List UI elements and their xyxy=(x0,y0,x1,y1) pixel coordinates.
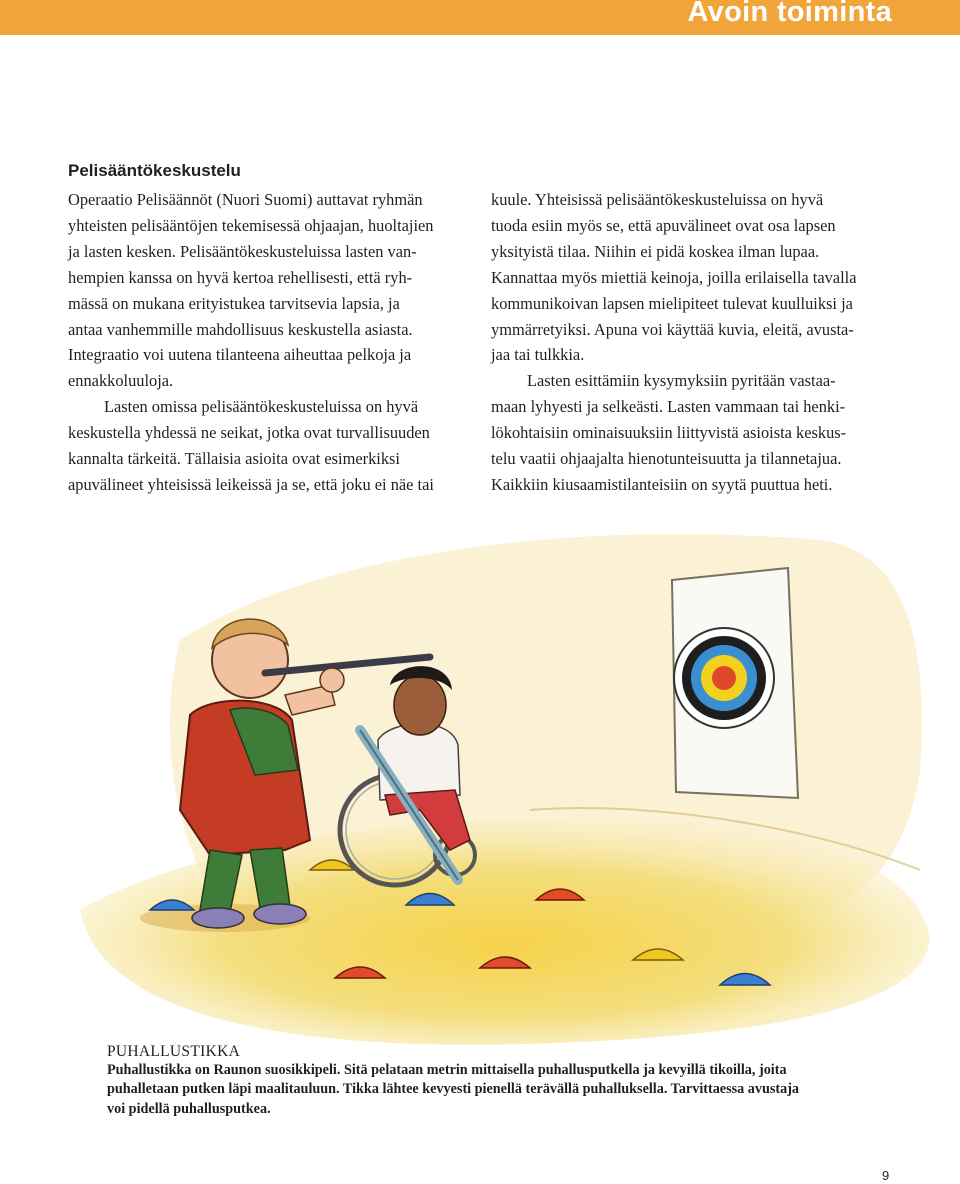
text-line: kommunikoivan lapsen mielipiteet tulevat kuulluiksi ja xyxy=(491,293,853,313)
text-line: ja lasten kesken. Pelisääntökeskusteluissa lasten van- xyxy=(68,241,417,261)
caption-line: voi pidellä puhallusputkea. xyxy=(107,1100,271,1117)
text-line: Operaatio Pelisäännöt (Nuori Suomi) auttavat ryhmän xyxy=(68,190,423,209)
text-line: hempien kanssa on hyvä kertoa rehellisesti, että ryh- xyxy=(68,267,413,287)
caption-body xyxy=(107,1061,867,1119)
text-line: ymmärretyiksi. Apuna voi käyttää kuvia, eleitä, avusta- xyxy=(491,319,854,339)
text-line: mässä on mukana erityistukea tarvitsevia lapsia, ja xyxy=(68,293,400,313)
caption-line: puhalletaan putken läpi maalitauluun. Tikka lähtee kevyesti pienellä terävällä puhalluksella. Tarvittaessa avustaja xyxy=(107,1081,800,1098)
text-line: keskustella yhdessä ne seikat, jotka ovat turvallisuuden xyxy=(68,423,430,443)
text-line: ennakkoluuloja. xyxy=(68,371,174,391)
text-line: jaa tai tulkkia. xyxy=(491,345,585,365)
text-line: telu vaatii ohjaajalta hienotunteisuutta ja tilannetajua. xyxy=(491,449,842,469)
blowgun-illustration xyxy=(60,510,940,1050)
left-column xyxy=(68,187,468,498)
text-line: Integraatio voi uutena tilanteena aiheuttaa pelkoja ja xyxy=(68,345,412,365)
text-line: Lasten omissa pelisääntökeskusteluissa on hyvä xyxy=(104,397,419,417)
left-paragraph-1 xyxy=(68,187,468,394)
page-number: 9 xyxy=(882,1168,890,1183)
text-line: yksityistä tilaa. Niihin ei pidä koskea ilman lupaa. xyxy=(491,241,820,261)
header-title: Avoin toiminta xyxy=(687,0,892,28)
target-board xyxy=(672,568,798,798)
text-line: kuule. Yhteisissä pelisääntökeskusteluissa on hyvä xyxy=(491,190,824,209)
text-line: Kannattaa myös miettiä keinoja, joilla erilaisella tavalla xyxy=(491,267,857,287)
right-paragraph-2 xyxy=(491,368,891,498)
header-bar xyxy=(0,0,960,35)
text-line: maan lyhyesti ja selkeästi. Lasten vammaan tai henki- xyxy=(491,397,846,417)
text-line: apuvälineet yhteisissä leikeissä ja se, että joku ei näe tai xyxy=(68,474,434,494)
caption-title: PUHALLUSTIKKA xyxy=(107,1043,241,1060)
caption-line: Puhallustikka on Raunon suosikkipeli. Sitä pelataan metrin mittaisella puhallusputkella ja kevyillä tikoilla, joita xyxy=(107,1062,787,1078)
text-line: Lasten esittämiin kysymyksiin pyritään vastaa- xyxy=(527,371,836,391)
caption xyxy=(107,1042,867,1119)
text-line: lökohtaisiin ominaisuuksiin liittyvistä asioista keskus- xyxy=(491,423,847,443)
text-line: Kaikkiin kiusaamistilanteisiin on syytä puuttua heti. xyxy=(491,474,833,494)
right-paragraph-1 xyxy=(491,187,891,368)
text-line: yhteisten pelisääntöjen tekemisessä ohjaajan, huoltajien xyxy=(68,215,434,235)
right-column xyxy=(491,187,891,498)
text-line: tuoda esiin myös se, että apuvälineet ovat osa lapsen xyxy=(491,215,836,235)
text-line: kannalta tärkeitä. Tällaisia asioita ovat esimerkiksi xyxy=(68,449,400,469)
left-paragraph-2 xyxy=(68,394,468,498)
section-heading: Pelisääntökeskustelu xyxy=(68,161,241,180)
text-line: antaa vanhemmille mahdollisuus keskustella asiasta. xyxy=(68,319,413,339)
